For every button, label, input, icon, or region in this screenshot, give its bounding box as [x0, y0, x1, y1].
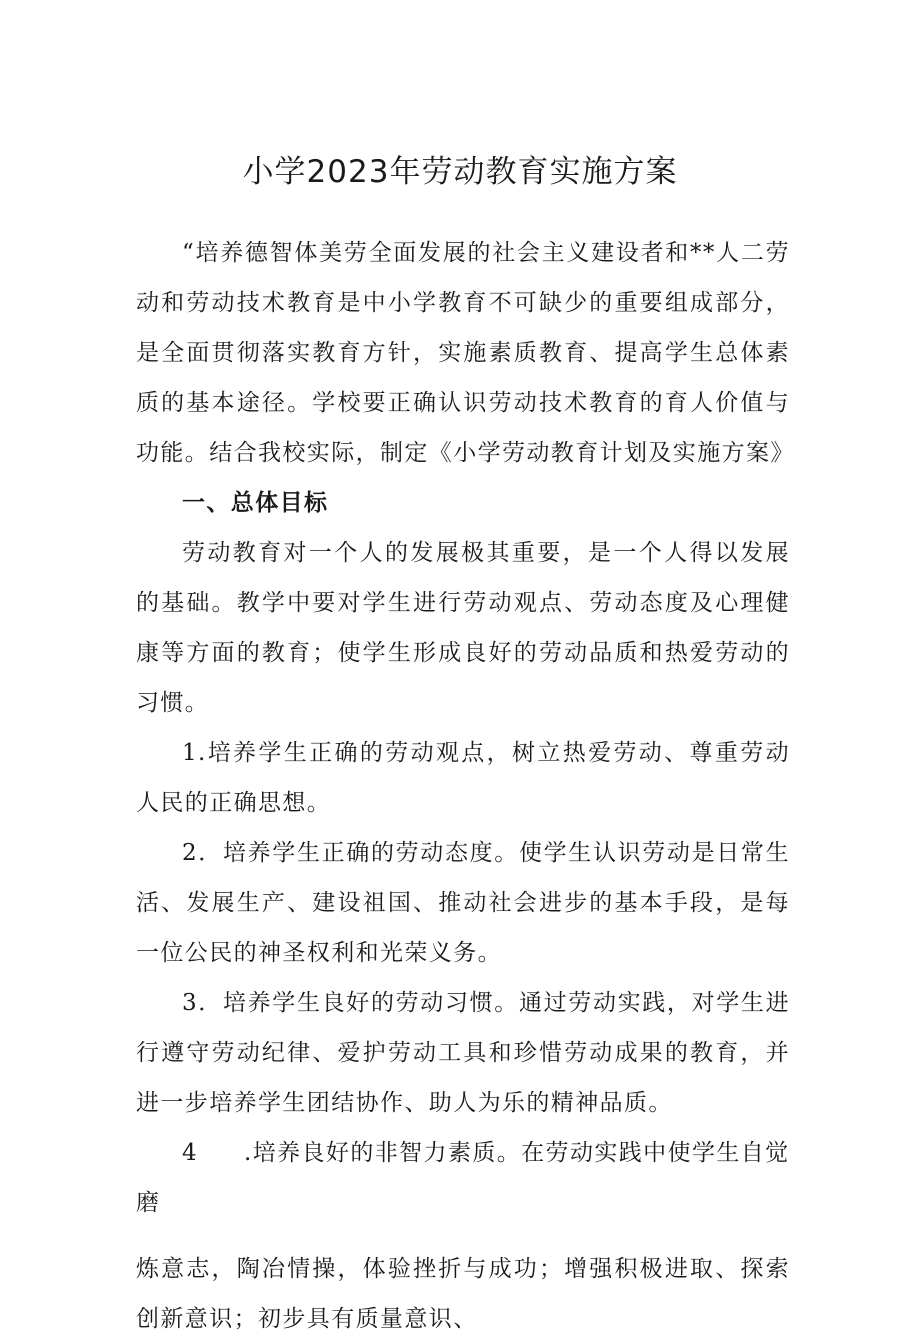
section-heading-overall-goals: 一、总体目标: [182, 490, 329, 516]
document-title: 小学2023年劳动教育实施方案: [242, 154, 678, 190]
list-item-4-continuation: 炼意志，陶冶情操，体验挫折与成功；增强积极进取、探索创新意识；初步具有质量意识、: [136, 1256, 790, 1332]
list-item-4: [136, 1128, 790, 1228]
document-body: [136, 228, 795, 1344]
list-item-1: 1.培养学生正确的劳动观点，树立热爱劳动、尊重劳动人民的正确思想。: [136, 740, 790, 816]
section-paragraph-overall-goals: 劳动教育对一个人的发展极其重要，是一个人得以发展的基础。教学中要对学生进行劳动观点、劳动态度及心理健康等方面的教育；使学生形成良好的劳动品质和热爱劳动的习惯。: [136, 540, 790, 716]
intro-paragraph: “培养德智体美劳全面发展的社会主义建设者和**人二劳动和劳动技术教育是中小学教育不可缺少的重要组成部分，是全面贯彻落实教育方针，实施素质教育、提高学生总体素质的基本途径。学校要正确认识劳动技术教育的育人价值与功能。结合我校实际，制定《小学劳动教育计划及实施方案》: [136, 240, 795, 466]
list-item-2: 2．培养学生正确的劳动态度。使学生认识劳动是日常生活、发展生产、建设祖国、推动社会进步的基本手段，是每一位公民的神圣权利和光荣义务。: [136, 840, 790, 966]
list-item-4-first-line: .培养良好的非智力素质。在劳动实践中使学生自觉磨: [136, 1140, 790, 1216]
list-item-4-number: 4: [182, 1140, 199, 1166]
list-item-3: 3．培养学生良好的劳动习惯。通过劳动实践，对学生进行遵守劳动纪律、爱护劳动工具和珍惜劳动成果的教育，并进一步培养学生团结协作、助人为乐的精神品质。: [136, 990, 790, 1116]
